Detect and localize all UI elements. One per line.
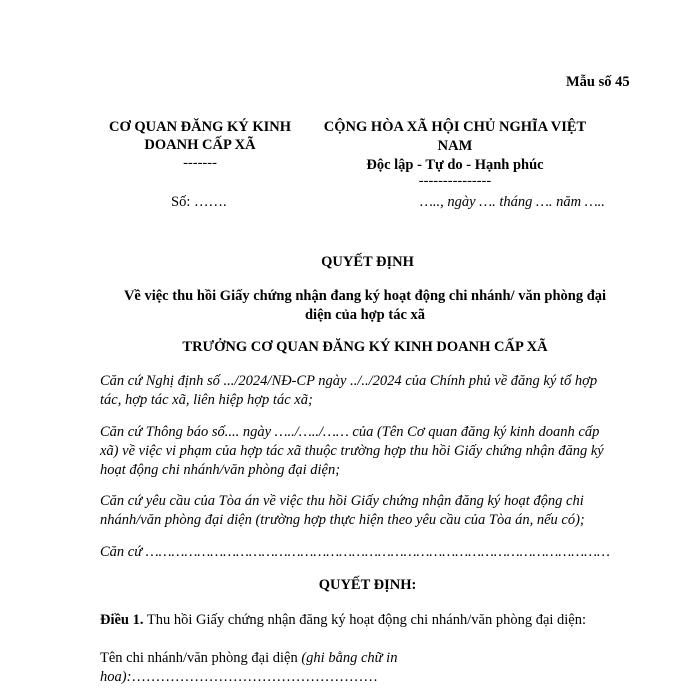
document-date: ….., ngày …. tháng …. năm ….. — [420, 194, 605, 210]
legal-basis-1-line1: Căn cứ Nghị định số .../2024/NĐ-CP ngày ../../2024 của Chính phủ về đăng ký tổ hợp — [100, 373, 598, 389]
legal-basis-2-line2: xã) về việc vi phạm của hợp tác xã thuộc trường hợp thu hồi Giấy chứng nhận đăng ký — [100, 443, 604, 459]
branch-name-field — [100, 649, 635, 687]
legal-basis-1 — [100, 372, 635, 410]
legal-basis-4: Căn cứ ……………………………………………………………………………………………… — [100, 544, 610, 560]
subject-line2: diện của hợp tác xã — [304, 307, 425, 323]
article-1 — [100, 612, 586, 629]
article-1-text: Thu hồi Giấy chứng nhận đăng ký hoạt động chi nhánh/văn phòng đại diện: — [146, 612, 587, 628]
motto: Độc lập - Tự do - Hạnh phúc — [366, 157, 544, 173]
legal-basis-2-line1: Căn cứ Thông báo số.... ngày …../…../…… của (Tên Cơ quan đăng ký kinh doanh cấp — [100, 424, 600, 440]
agency-header — [90, 118, 310, 172]
document-subject — [60, 287, 670, 325]
legal-basis-2 — [100, 423, 635, 480]
legal-basis-3 — [100, 492, 635, 530]
form-number: Mẫu số 45 — [566, 74, 630, 90]
agency-dashes: ------- — [183, 155, 217, 171]
subject-line1: Về việc thu hồi Giấy chứng nhận đang ký hoạt động chi nhánh/ văn phòng đại — [123, 288, 607, 304]
country-name-line2: NAM — [437, 138, 473, 154]
branch-name-label: Tên chi nhánh/văn phòng đại diện — [100, 650, 298, 666]
legal-basis-2-line3: hoạt động chi nhánh/văn phòng đại diện; — [100, 462, 341, 478]
legal-basis-1-line2: tác, hợp tác xã, liên hiệp hợp tác xã; — [100, 392, 313, 408]
document-number: Số: ……. — [171, 194, 227, 210]
agency-name-line2: DOANH CẤP XÃ — [144, 137, 256, 153]
document-title: QUYẾT ĐỊNH — [321, 254, 414, 270]
issuing-authority: TRƯỞNG CƠ QUAN ĐĂNG KÝ KINH DOANH CẤP XÃ — [182, 339, 548, 355]
agency-name-line1: CƠ QUAN ĐĂNG KÝ KINH — [108, 119, 292, 135]
motto-dashes: --------------- — [418, 173, 492, 189]
branch-name-hint-cont: hoa): — [100, 669, 132, 685]
branch-name-dots: …………………………………………… — [131, 669, 378, 685]
legal-basis-3-line1: Căn cứ yêu cầu của Tòa án về việc thu hồi Giấy chứng nhận đăng ký hoạt động chi — [100, 493, 584, 509]
country-name-line1: CỘNG HÒA XÃ HỘI CHỦ NGHĨA VIỆT — [323, 119, 587, 135]
country-header — [305, 118, 605, 187]
article-1-label: Điều 1. — [100, 612, 144, 628]
branch-name-hint: (ghi bằng chữ in — [301, 650, 398, 666]
decision-heading: QUYẾT ĐỊNH: — [318, 577, 417, 593]
legal-basis-3-line2: nhánh/văn phòng đại diện (trường hợp thực hiện theo yêu cầu của Tòa án, nếu có); — [100, 512, 585, 528]
